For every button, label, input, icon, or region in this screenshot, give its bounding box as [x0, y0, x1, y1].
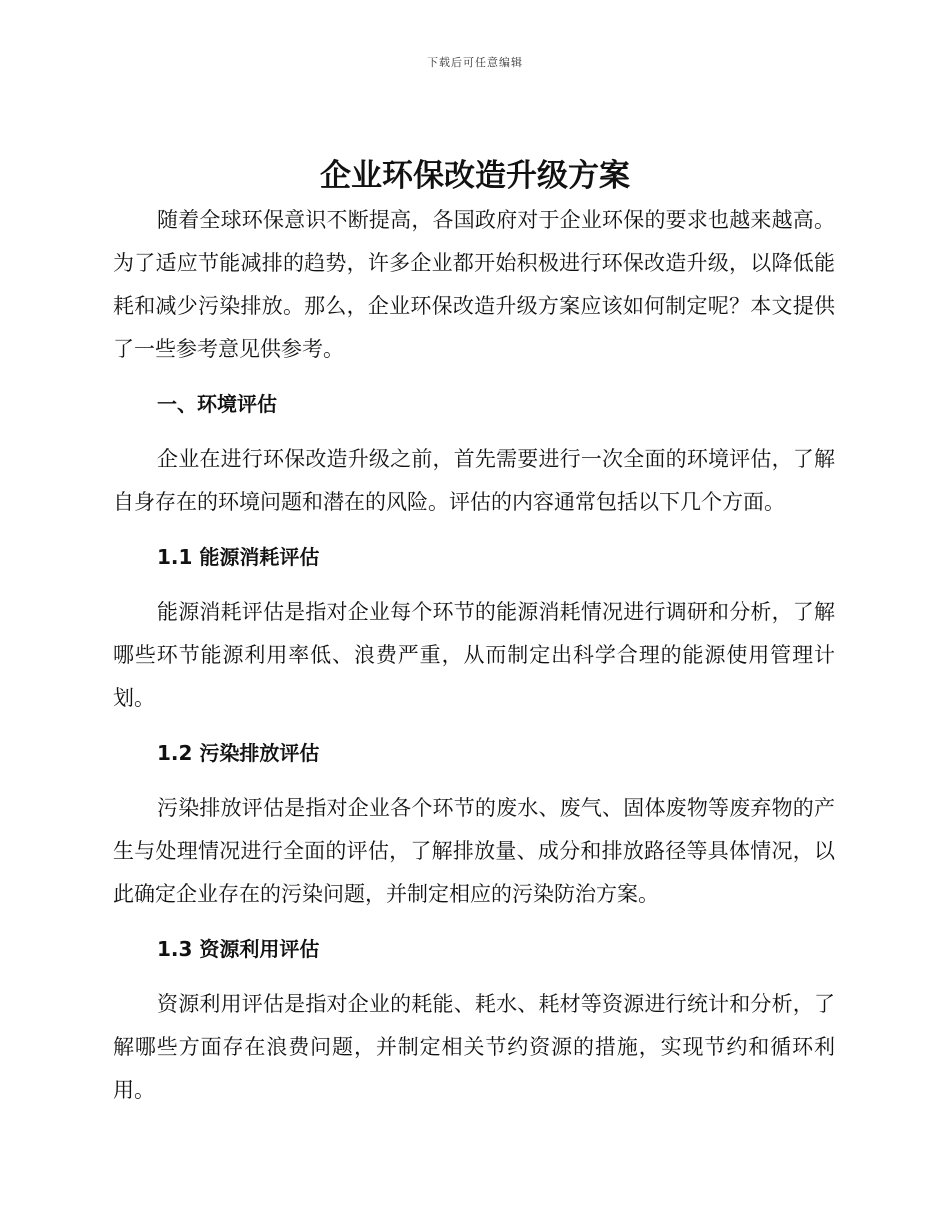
section-heading-environment-assessment: 一、环境评估: [157, 392, 277, 416]
subsection-heading-pollution: 1.2 污染排放评估: [157, 741, 320, 765]
subsection-heading-resources: 1.3 资源利用评估: [157, 937, 320, 961]
subsection-heading-energy: 1.1 能源消耗评估: [157, 545, 320, 569]
intro-paragraph: 随着全球环保意识不断提高，各国政府对于企业环保的要求也越来越高。为了适应节能减排的趋势，许多企业都开始积极进行环保改造升级，以降低能耗和减少污染排放。那么，企业环保改造升级方案应该如何制定呢？本文提供了一些参考意见供参考。: [113, 208, 835, 361]
pollution-paragraph: 污染排放评估是指对企业各个环节的废水、废气、固体废物等废弃物的产生与处理情况进行全面的评估，了解排放量、成分和排放路径等具体情况，以此确定企业存在的污染问题，并制定相应的污染防治方案。: [113, 796, 835, 906]
energy-paragraph: 能源消耗评估是指对企业每个环节的能源消耗情况进行调研和分析，了解哪些环节能源利用率低、浪费严重，从而制定出科学合理的能源使用管理计划。: [113, 600, 835, 710]
header-note: 下载后可任意编辑: [427, 56, 523, 69]
document-title: 企业环保改造升级方案: [320, 158, 630, 194]
environment-assessment-paragraph: 企业在进行环保改造升级之前，首先需要进行一次全面的环境评估，了解自身存在的环境问题和潜在的风险。评估的内容通常包括以下几个方面。: [113, 447, 835, 514]
document-body: [113, 199, 835, 1112]
resources-paragraph: 资源利用评估是指对企业的耗能、耗水、耗材等资源进行统计和分析，了解哪些方面存在浪费问题，并制定相关节约资源的措施，实现节约和循环利用。: [113, 992, 835, 1102]
